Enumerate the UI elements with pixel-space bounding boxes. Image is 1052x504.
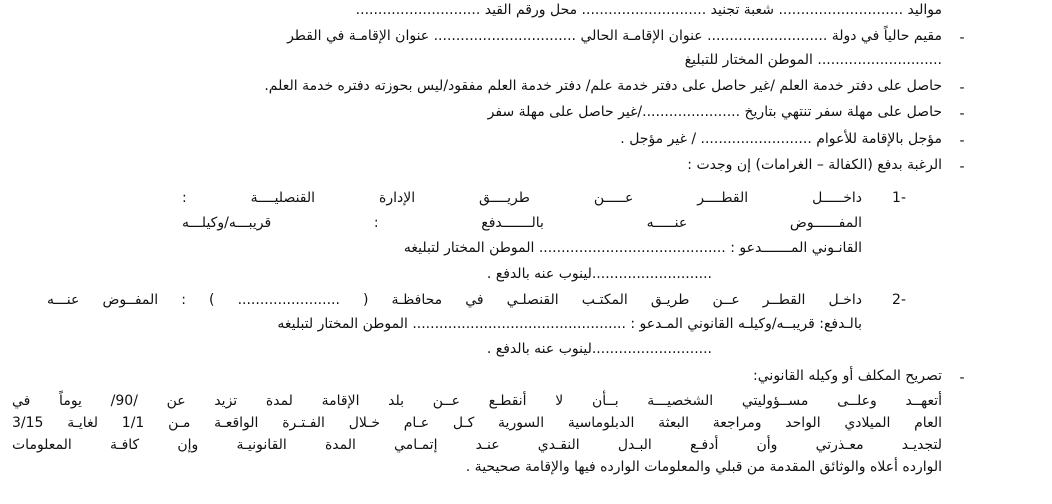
item-bullet: - [959, 30, 965, 46]
option-2-line-3: ...........................لینوب عنه بالدفع . [486, 341, 712, 357]
travel-permit-line: حاصل على مهلة سفر تنتهي بتاریخ ....................../غیر حاصل على مهلة سفر [487, 104, 942, 120]
item-bullet: - [959, 80, 965, 96]
declaration-line-1: أتعهــد وعلــى مســؤولیتي الشخصیـــة بــأن لا أنقطـع عــن بلد الإقامة لمدة تزید عن /90/ یوماً في [12, 393, 942, 409]
declaration-body [12, 390, 942, 478]
option-1-line-1: داخـــــل القطــــر عـــــن طریــــق الإدارة القنصلیــــة : [182, 190, 862, 206]
birth-fields: ............................ شعبة تجنید ............................ محل ورقم القید ............................ [355, 2, 904, 18]
declaration-line-4: الوارده أعلاه والوثائق المقدمة من قبلي والمعلومات الوارده فیها والإقامة صحیحیة . [465, 459, 942, 475]
item-bullet: - [959, 106, 965, 122]
item-bullet: - [959, 133, 965, 149]
payment-wish-line: الرغبة بدفع (الكفالة – الغرامات) إن وجدت : [687, 157, 942, 173]
option-1-number: -1 [892, 190, 906, 206]
declaration-line-3: لتجدیـد معـذرتي وأن أدفـع البـدل النقـدي عنـد إتمـامي المدة القانونیـة وإن كافـة المعلومات [12, 437, 942, 453]
deferment-line: مؤجل بالإقامة للأعوام ......................... / غیر مؤجل . [620, 131, 942, 147]
option-2-line-1: داخـل القطــر عــن طریـق المكتـب القنصلـي في محافظـة ( ....................... ) : المفــوض عنـــه [47, 292, 862, 308]
residence-line: مقیم حالیاً في دولة ........................... عنوان الإقامـة الحالي ................................ عنوان الإقامـة في القطر [287, 28, 942, 44]
option-1-line-3: القانـوني المـــــــدعو : .......................................... الموطن المختار لتبلیغه [403, 240, 862, 256]
declaration-line-2: العام المیلادي الواحد ومراجعة البعثة الدبلوماسیة السوریة كـل عـام خـلال الفـتـرة الواقعـة مـن 1/1 لغایـة 3/15 [12, 415, 942, 431]
option-1-line-4: ...........................لینوب عنه بالدفع . [486, 266, 712, 282]
option-2-line-2: بالـدفع: قریبــه/وكیلـه القانوني المـدعو : ................................................ الموطن المختار لتبلیغه [277, 316, 862, 332]
declaration-title: تصریح المكلف أو وكیله القانوني: [753, 368, 942, 384]
military-booklet-line: حاصل على دفتر خدمة العلم /غیر حاصل على دفتر خدمة علم/ دفتر خدمة العلم مفقود/لیس بحوزته دفتره خدمة العلم. [264, 78, 942, 94]
item-bullet: - [959, 370, 965, 386]
option-2-number: -2 [892, 292, 906, 308]
chosen-domicile-line: ............................ الموطن المختار للتبلیغ [684, 52, 942, 68]
option-1-line-2: المفــــــوض عنـــــه بالـــــــدفع : قریبـــه/وكیلـــه [182, 215, 862, 231]
birth-info-line [356, 2, 942, 18]
item-bullet: - [959, 159, 965, 175]
birth-label: موالید [907, 2, 942, 18]
